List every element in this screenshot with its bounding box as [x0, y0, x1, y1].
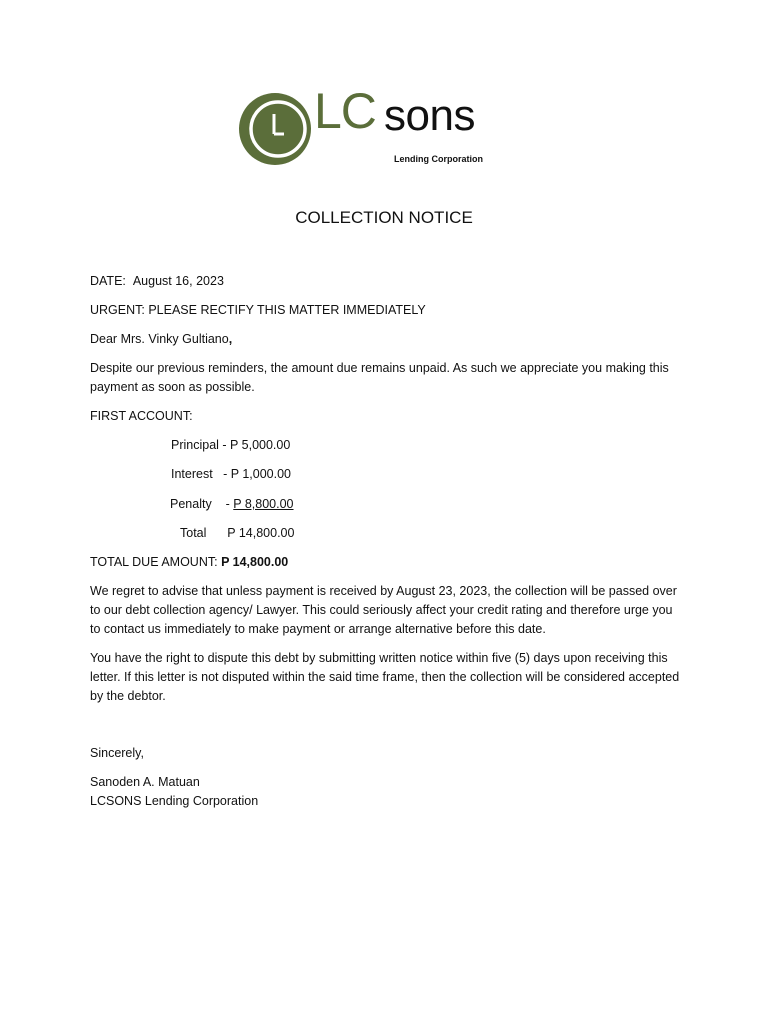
total-due-line: [90, 553, 288, 572]
logo-brand-lc: LC: [314, 83, 376, 139]
intro-paragraph: Despite our previous reminders, the amount due remains unpaid. As such we appreciate you making this payment as soon as possible.: [90, 361, 669, 394]
penalty-value: P 8,800.00: [233, 497, 294, 511]
interest-row: [171, 465, 291, 484]
document-title: COLLECTION NOTICE: [295, 208, 473, 227]
signatory-name: Sanoden A. Matuan: [90, 775, 200, 789]
salutation-text: Dear Mrs. Vinky Gultiano: [90, 332, 229, 346]
total-due-value: P 14,800.00: [221, 555, 289, 569]
interest-value: - P 1,000.00: [223, 467, 291, 481]
signatory-company: LCSONS Lending Corporation: [90, 794, 259, 808]
total-value: P 14,800.00: [227, 526, 295, 540]
total-due-label: TOTAL DUE AMOUNT:: [90, 555, 218, 569]
dispute-paragraph: You have the right to dispute this debt by submitting written notice within five (5) days upon receiving this letter. If this letter is not disputed within the said time frame, then the collection will be considered accepted by the debtor.: [90, 651, 680, 703]
company-logo: [238, 83, 500, 170]
regret-paragraph: We regret to advise that unless payment is received by August 23, 2023, the collection will be passed over to our debt collection agency/ Lawyer. This could seriously affect your credit rating and therefore urge you to contact us immediately to make payment or arrange alternative before this date.: [90, 584, 677, 636]
salutation: [90, 330, 232, 349]
principal-value: - P 5,000.00: [222, 438, 291, 452]
date-value: August 16, 2023: [132, 274, 224, 288]
urgent-line: URGENT: PLEASE RECTIFY THIS MATTER IMMEDIATELY: [90, 303, 426, 317]
total-label: Total: [180, 526, 207, 540]
logo-brand-sons: sons: [384, 91, 475, 140]
clock-logo-icon: [238, 92, 312, 166]
salutation-comma: ,: [228, 332, 233, 346]
interest-label: Interest: [171, 467, 213, 481]
penalty-row: [170, 495, 294, 514]
date-line: [90, 272, 224, 291]
penalty-dash: -: [225, 497, 230, 511]
closing: Sincerely,: [90, 746, 144, 760]
date-label: DATE:: [90, 274, 126, 288]
account-heading: FIRST ACCOUNT:: [90, 409, 193, 423]
penalty-label: Penalty: [170, 497, 212, 511]
principal-row: [171, 436, 290, 455]
logo-subtitle: Lending Corporation: [394, 154, 483, 164]
total-row: [180, 524, 294, 543]
principal-label: Principal: [171, 438, 219, 452]
